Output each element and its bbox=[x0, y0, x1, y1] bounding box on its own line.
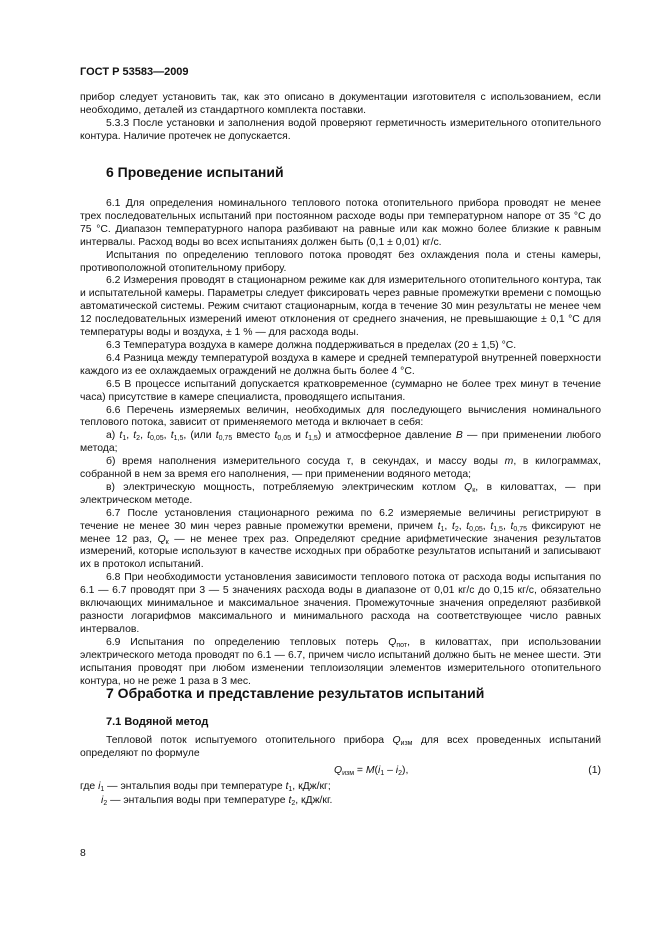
text-run: 6.2 Измерения проводят в стационарном режиме как для измерительного отопительного контура, так и испытательной камеры. Параметры следует фиксировать через равные промежутки времени с помощью автоматической системы. Режим считают стационарным, когда в течение 30 мин результаты не менее чем 12 последовательных измерений имеют отклонения от среднего значения, не превышающие ± 0,1 °С для температуры воды и воздуха, ± 1 % — для расхода воды. bbox=[80, 275, 601, 339]
math-variable: i bbox=[378, 765, 381, 776]
subscript: 2 bbox=[454, 525, 459, 533]
section-7-1-body bbox=[80, 735, 601, 761]
math-variable: t bbox=[274, 430, 278, 442]
text-run: ), bbox=[402, 765, 409, 776]
text-run: 6.4 Разница между температурой воздуха в камере и средней температурой внутренней поверхности каждого из ее охлаждаемых ограждений не должна быть более 4 °С. bbox=[80, 352, 601, 377]
text-run: – bbox=[384, 765, 396, 776]
paragraph bbox=[80, 637, 601, 689]
text-run: 6.5 В процессе испытаний допускается кратковременное (суммарно не более трех минут в течение часа) присутствие в камере специалиста, проводящего испытания. bbox=[80, 378, 601, 403]
math-variable: t bbox=[490, 520, 494, 532]
math-variable: m bbox=[504, 456, 514, 468]
math-variable: t bbox=[133, 430, 137, 442]
paragraph bbox=[80, 735, 601, 761]
section-7-heading: 7 Обработка и представление результатов испытаний bbox=[106, 685, 485, 701]
math-variable: B bbox=[455, 430, 463, 442]
text-run: прибор следует установить так, как это описано в документации изготовителя с использованием, если необходимо, деталей из стандартного комплекта поставки. bbox=[80, 92, 601, 116]
math-variable: M bbox=[365, 765, 375, 776]
text-run: , в киловаттах, — при электрическом методе. bbox=[80, 481, 601, 506]
text-run: , bbox=[458, 520, 467, 532]
subscript: 0,75 bbox=[513, 525, 527, 533]
text-run: 6.1 Для определения номинального теплового потока отопительного прибора проводят не менее трех последовательных испытаний при постоянном расходе воды при температурном напоре от 35 °С до 75 °С. Диапазон температурного напора разбивают на равные или как можно более близкие к равным интервалы. Расход воды во всех испытаниях должен быть (0,1 ± 0,01) кг/с. bbox=[80, 198, 601, 248]
section-5-continuation bbox=[80, 92, 601, 144]
paragraph bbox=[80, 379, 601, 405]
text-run: , кДж/кг; bbox=[292, 781, 331, 792]
text-run: — при применении любого метода; bbox=[80, 430, 601, 455]
subscript: изм bbox=[400, 740, 413, 747]
math-variable: t bbox=[119, 430, 123, 442]
text-run: 6.8 При необходимости установления зависимости теплового потока от расхода воды испытания по 6.1 — 6.7 проводят при 3 — 5 значениях расхода воды в диапазоне от 0,01 кг/с до 0,15 кг/с, обязательно включающих минимальное и максимальное значения. Промежуточные значения определяют разбивкой разности логарифмов максимального и минимального расхода на соответствующее число равных интервалов. bbox=[80, 572, 601, 635]
paragraph bbox=[80, 508, 601, 573]
paragraph bbox=[80, 275, 601, 340]
subscript: 1,5 bbox=[173, 435, 184, 443]
subscript: 0,75 bbox=[218, 435, 233, 443]
list-item bbox=[80, 482, 601, 508]
math-variable: Q bbox=[334, 765, 343, 776]
section-6-heading: 6 Проведение испытаний bbox=[106, 164, 284, 180]
subscript: изм bbox=[342, 770, 355, 777]
text-run: 6.3 Температура воздуха в камере должна поддерживаться в пределах (20 ± 1,5) °С. bbox=[106, 339, 517, 351]
math-variable: t bbox=[437, 520, 441, 532]
text-run: фиксируют не менее 12 раз, bbox=[80, 520, 601, 545]
text-run: , в секундах, и массу воды bbox=[350, 456, 505, 468]
text-run: — энтальпия воды при температуре bbox=[107, 794, 289, 806]
math-variable: t bbox=[215, 430, 219, 442]
subscript: 0,05 bbox=[469, 525, 483, 533]
subscript: к bbox=[165, 538, 169, 546]
formula-legend bbox=[80, 780, 332, 807]
formula-number: (1) bbox=[588, 765, 601, 776]
math-variable: τ bbox=[346, 456, 351, 468]
text-run: , bbox=[444, 520, 452, 532]
text-run: ( bbox=[374, 765, 378, 776]
legend-line bbox=[80, 794, 332, 808]
text-run: 6.9 Испытания по определению тепловых потерь bbox=[106, 636, 389, 648]
math-variable: t bbox=[305, 430, 309, 442]
text-run: Тепловой поток испытуемого отопительного прибора bbox=[106, 735, 393, 746]
math-variable: t bbox=[510, 520, 514, 532]
subscript: 2 bbox=[103, 799, 108, 807]
math-variable: t bbox=[147, 430, 151, 442]
text-run: , bbox=[126, 430, 134, 442]
text-run: , в киловаттах, при использовании электрического метода проводят по 6.1 — 6.7, причем число испытаний должно быть не менее шести. Эти испытания проводят при любом изменении теплоизоляции элементов измерительного отопительного контура, но не реже 1 раза в 3 мес. bbox=[80, 636, 601, 687]
math-variable: t bbox=[451, 520, 455, 532]
math-variable: Q bbox=[157, 533, 166, 545]
subscript: 0,05 bbox=[150, 435, 164, 443]
text-run: , (или bbox=[183, 430, 216, 442]
text-run: 6.6 Перечень измеряемых величин, необходимых для последующего вычисления номинального теплового потока, зависит от применяемого метода и включает в себя: bbox=[80, 404, 601, 429]
text-run: Испытания по определению теплового потока проводят без охлаждения пола и стены камеры, противоположной отопительному прибору. bbox=[80, 249, 601, 274]
paragraph bbox=[80, 572, 601, 637]
text-run: для всех проведенных испытаний определяют по формуле bbox=[80, 735, 601, 759]
math-variable: i bbox=[98, 781, 101, 792]
document-header: ГОСТ Р 53583—2009 bbox=[80, 66, 189, 78]
math-variable: t bbox=[288, 794, 292, 806]
text-run: ) и атмосферное давление bbox=[317, 430, 456, 442]
text-run: — энтальпия воды при температуре bbox=[104, 781, 286, 792]
paragraph bbox=[80, 250, 601, 276]
text-run: а) bbox=[106, 430, 120, 442]
subscript: к bbox=[472, 486, 476, 494]
subscript: 1,5 bbox=[308, 435, 318, 443]
text-run: = bbox=[354, 765, 366, 776]
text-run: 6.7 После установления стационарного режима по 6.2 измеряемые величины регистрируют в течение не менее 30 мин через равные промежутки времени, причем bbox=[80, 507, 601, 532]
subsection-7-1-heading: 7.1 Водяной метод bbox=[106, 716, 209, 728]
subscript: пот bbox=[396, 641, 408, 649]
text-run: б) время наполнения измерительного сосуда bbox=[106, 456, 347, 468]
section-6-body bbox=[80, 198, 601, 688]
text-run: , в килограммах, собранной в нем за время его наполнения, — при применении водяного метода; bbox=[80, 456, 601, 481]
list-item bbox=[80, 430, 601, 456]
paragraph bbox=[80, 353, 601, 379]
paragraph bbox=[80, 118, 601, 144]
math-variable: t bbox=[170, 430, 174, 442]
math-variable: t bbox=[466, 520, 470, 532]
text-run: — не менее трех раз. Определяют средние арифметические значения результатов измерений, которые используют в качестве исходных при обработке результатов испытаний и записывают их в протокол испытаний. bbox=[80, 533, 602, 571]
text-run: и bbox=[291, 430, 306, 442]
subscript: 2 bbox=[291, 799, 296, 807]
paragraph bbox=[80, 198, 601, 250]
text-run: , bbox=[482, 520, 491, 532]
paragraph bbox=[80, 340, 601, 353]
subscript: 0,05 bbox=[277, 435, 292, 443]
math-variable: Q bbox=[464, 481, 473, 493]
text-run: вместо bbox=[232, 430, 275, 442]
text-run: где bbox=[80, 781, 99, 792]
subscript: 1 bbox=[288, 786, 293, 793]
text-run: 5.3.3 После установки и заполнения водой проверяют герметичность измерительного отопительного контура. Наличие протечек не допускается. bbox=[80, 117, 601, 142]
subscript: 1 bbox=[440, 525, 445, 533]
paragraph bbox=[80, 405, 601, 431]
formula-expression bbox=[334, 765, 408, 776]
paragraph bbox=[80, 92, 601, 118]
text-run: в) электрическую мощность, потребляемую электрическим котлом bbox=[106, 481, 465, 493]
legend-line bbox=[80, 780, 332, 794]
text-run: , bbox=[140, 430, 148, 442]
subscript: 1,5 bbox=[493, 525, 503, 533]
math-variable: Q bbox=[388, 636, 397, 648]
list-item bbox=[80, 456, 601, 482]
text-run: , кДж/кг. bbox=[295, 794, 333, 806]
math-variable: i bbox=[101, 794, 104, 806]
page-number: 8 bbox=[80, 848, 86, 859]
math-variable: Q bbox=[392, 735, 401, 746]
subscript: 2 bbox=[136, 435, 141, 443]
subscript: 2 bbox=[398, 770, 402, 777]
math-variable: i bbox=[395, 765, 399, 776]
text-run: , bbox=[163, 430, 171, 442]
subscript: 1 bbox=[122, 435, 127, 443]
math-variable: t bbox=[285, 781, 289, 792]
subscript: 1 bbox=[380, 770, 385, 777]
subscript: 1 bbox=[100, 786, 105, 793]
text-run: , bbox=[502, 520, 511, 532]
